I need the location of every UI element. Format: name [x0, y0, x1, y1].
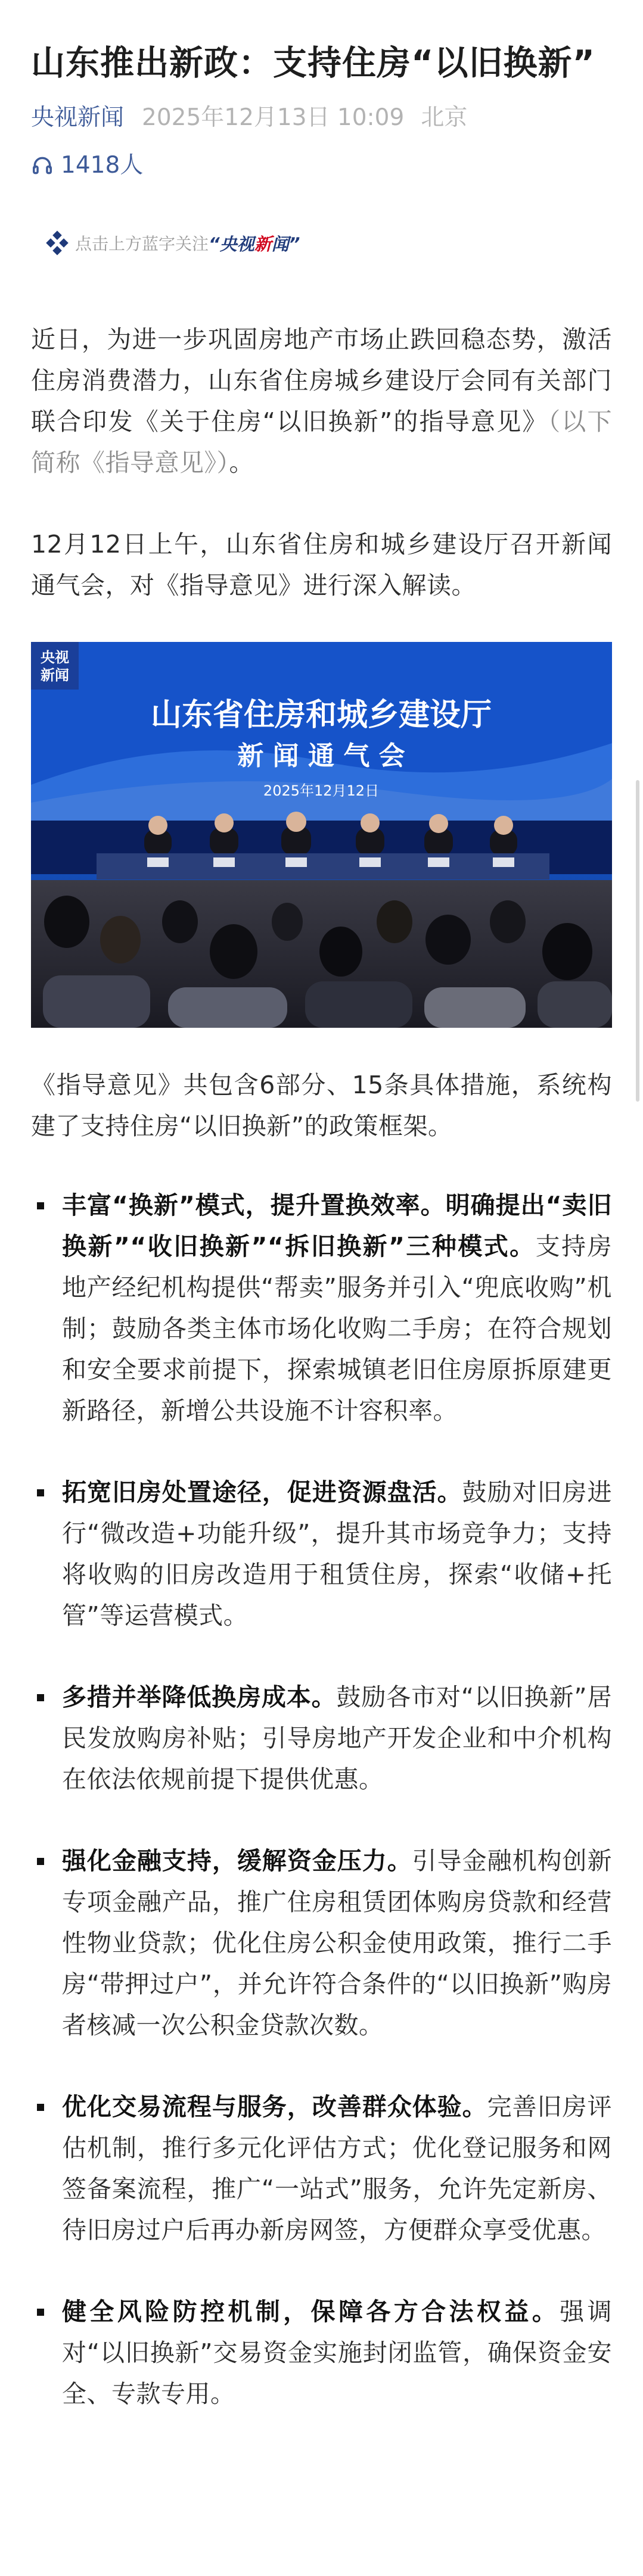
measure-lead: 丰富“换新”模式，提升置换效率。: [62, 1191, 446, 1220]
headphone-icon: [31, 154, 54, 177]
measure-body: 鼓励对旧房进行“微改造+功能升级”，提升其市场竞争力；支持将收购的旧房改造用于租赁住房，探索“收储+托管”等运营模式。: [62, 1478, 613, 1630]
listen-count-label: 1418人: [61, 152, 144, 179]
follow-brand-a: “央视: [209, 233, 254, 254]
measure-item: [31, 2087, 612, 2251]
measure-lead: 强化金融支持，缓解资金压力。: [62, 1847, 412, 1875]
publish-location: 北京: [421, 104, 468, 131]
measure-body: 鼓励各市对“以旧换新”居民发放购房补贴；引导房地产开发企业和中介机构在依法依规前提下提供优惠。: [62, 1683, 613, 1794]
press-conference-photo[interactable]: [31, 642, 612, 1028]
paragraph-briefing: 12月12日上午，山东省住房和城乡建设厅召开新闻通气会，对《指导意见》进行深入解读。: [31, 530, 612, 600]
measure-lead: 多措并举降低换房成本。: [62, 1683, 337, 1711]
paragraph-intro-note: （以下简称《指导意见》）: [31, 407, 613, 477]
follow-brand-c: 闻”: [271, 233, 300, 254]
measure-body: 引导金融机构创新专项金融产品，推广住房租赁团体购房贷款和经营性物业贷款；优化住房公积金使用政策，推行二手房“带押过户”，并允许符合条件的“以旧换新”购房者核减一次公积金贷款次数。: [62, 1847, 613, 2039]
measure-item: [31, 1472, 612, 1636]
listen-count[interactable]: [31, 150, 612, 181]
measure-lead: 健全风险防控机制，保障各方合法权益。: [62, 2297, 560, 2326]
bullet-marker: [37, 1489, 44, 1496]
banner-line2: 新 闻 通 气 会: [237, 741, 405, 771]
press-conference-illustration: [31, 642, 612, 1028]
measure-item: [31, 1841, 612, 2046]
measure-item: [31, 2291, 612, 2415]
bullet-marker: [37, 1694, 44, 1701]
follow-text: 点击上方蓝字关注: [75, 234, 209, 254]
logo-line2: 新闻: [41, 667, 69, 684]
follow-brand: [209, 231, 300, 255]
banner-date: 2025年12月12日: [263, 782, 380, 799]
article-meta: [31, 102, 612, 133]
measure-lead: 优化交易流程与服务，改善群众体验。: [62, 2092, 487, 2121]
banner-line1: 山东省住房和城乡建设厅: [150, 697, 492, 733]
cctv-news-logo-icon: [44, 230, 70, 256]
measures-list: [31, 1185, 612, 2415]
paragraph-intro: [31, 319, 612, 484]
measure-item: [31, 1185, 612, 1432]
bullet-marker: [37, 1858, 44, 1865]
paragraph-framework: 《指导意见》共包含6部分、15条具体措施，系统构建了支持住房“以旧换新”的政策框架。: [31, 1071, 612, 1140]
source-link[interactable]: 央视新闻: [31, 104, 125, 131]
follow-brand-b: 新: [254, 233, 272, 254]
measure-item: [31, 1677, 612, 1800]
page-scrollbar[interactable]: [636, 780, 639, 1102]
article-title: 山东推出新政：支持住房“以旧换新”: [31, 43, 595, 83]
measure-lead-secondary: 明确提出“卖旧换新”“收旧换新”“拆旧换新”三种模式。: [62, 1191, 612, 1261]
measure-lead: 拓宽旧房处置途径，促进资源盘活。: [62, 1478, 462, 1507]
measure-body: 支持房地产经纪机构提供“帮卖”服务并引入“兜底收购”机制；鼓励各类主体市场化收购二手房；在符合规划和安全要求前提下，探索城镇老旧住房原拆原建更新路径，新增公共设施不计容积率。: [62, 1232, 613, 1425]
measure-body: 强调对“以旧换新”交易资金实施封闭监管，确保资金安全、专款专用。: [62, 2297, 613, 2408]
measure-body: 完善旧房评估机制，推行多元化评估方式；优化登记服务和网签备案流程，推广“一站式”服务，允许先定新房、待旧房过户后再办新房网签，方便群众享受优惠。: [62, 2092, 612, 2244]
follow-banner[interactable]: [44, 225, 612, 261]
bullet-marker: [37, 2309, 44, 2316]
bullet-marker: [37, 1202, 44, 1209]
logo-line1: 央视: [41, 649, 69, 666]
bullet-marker: [37, 2104, 44, 2111]
publish-datetime: 2025年12月13日 10:09: [142, 104, 405, 131]
paragraph-intro-main: 近日，为进一步巩固房地产市场止跌回稳态势，激活住房消费潜力，山东省住房城乡建设厅会同有关部门联合印发《关于住房“以旧换新”的指导意见》: [31, 325, 612, 436]
paragraph-intro-end: 。: [229, 448, 254, 477]
